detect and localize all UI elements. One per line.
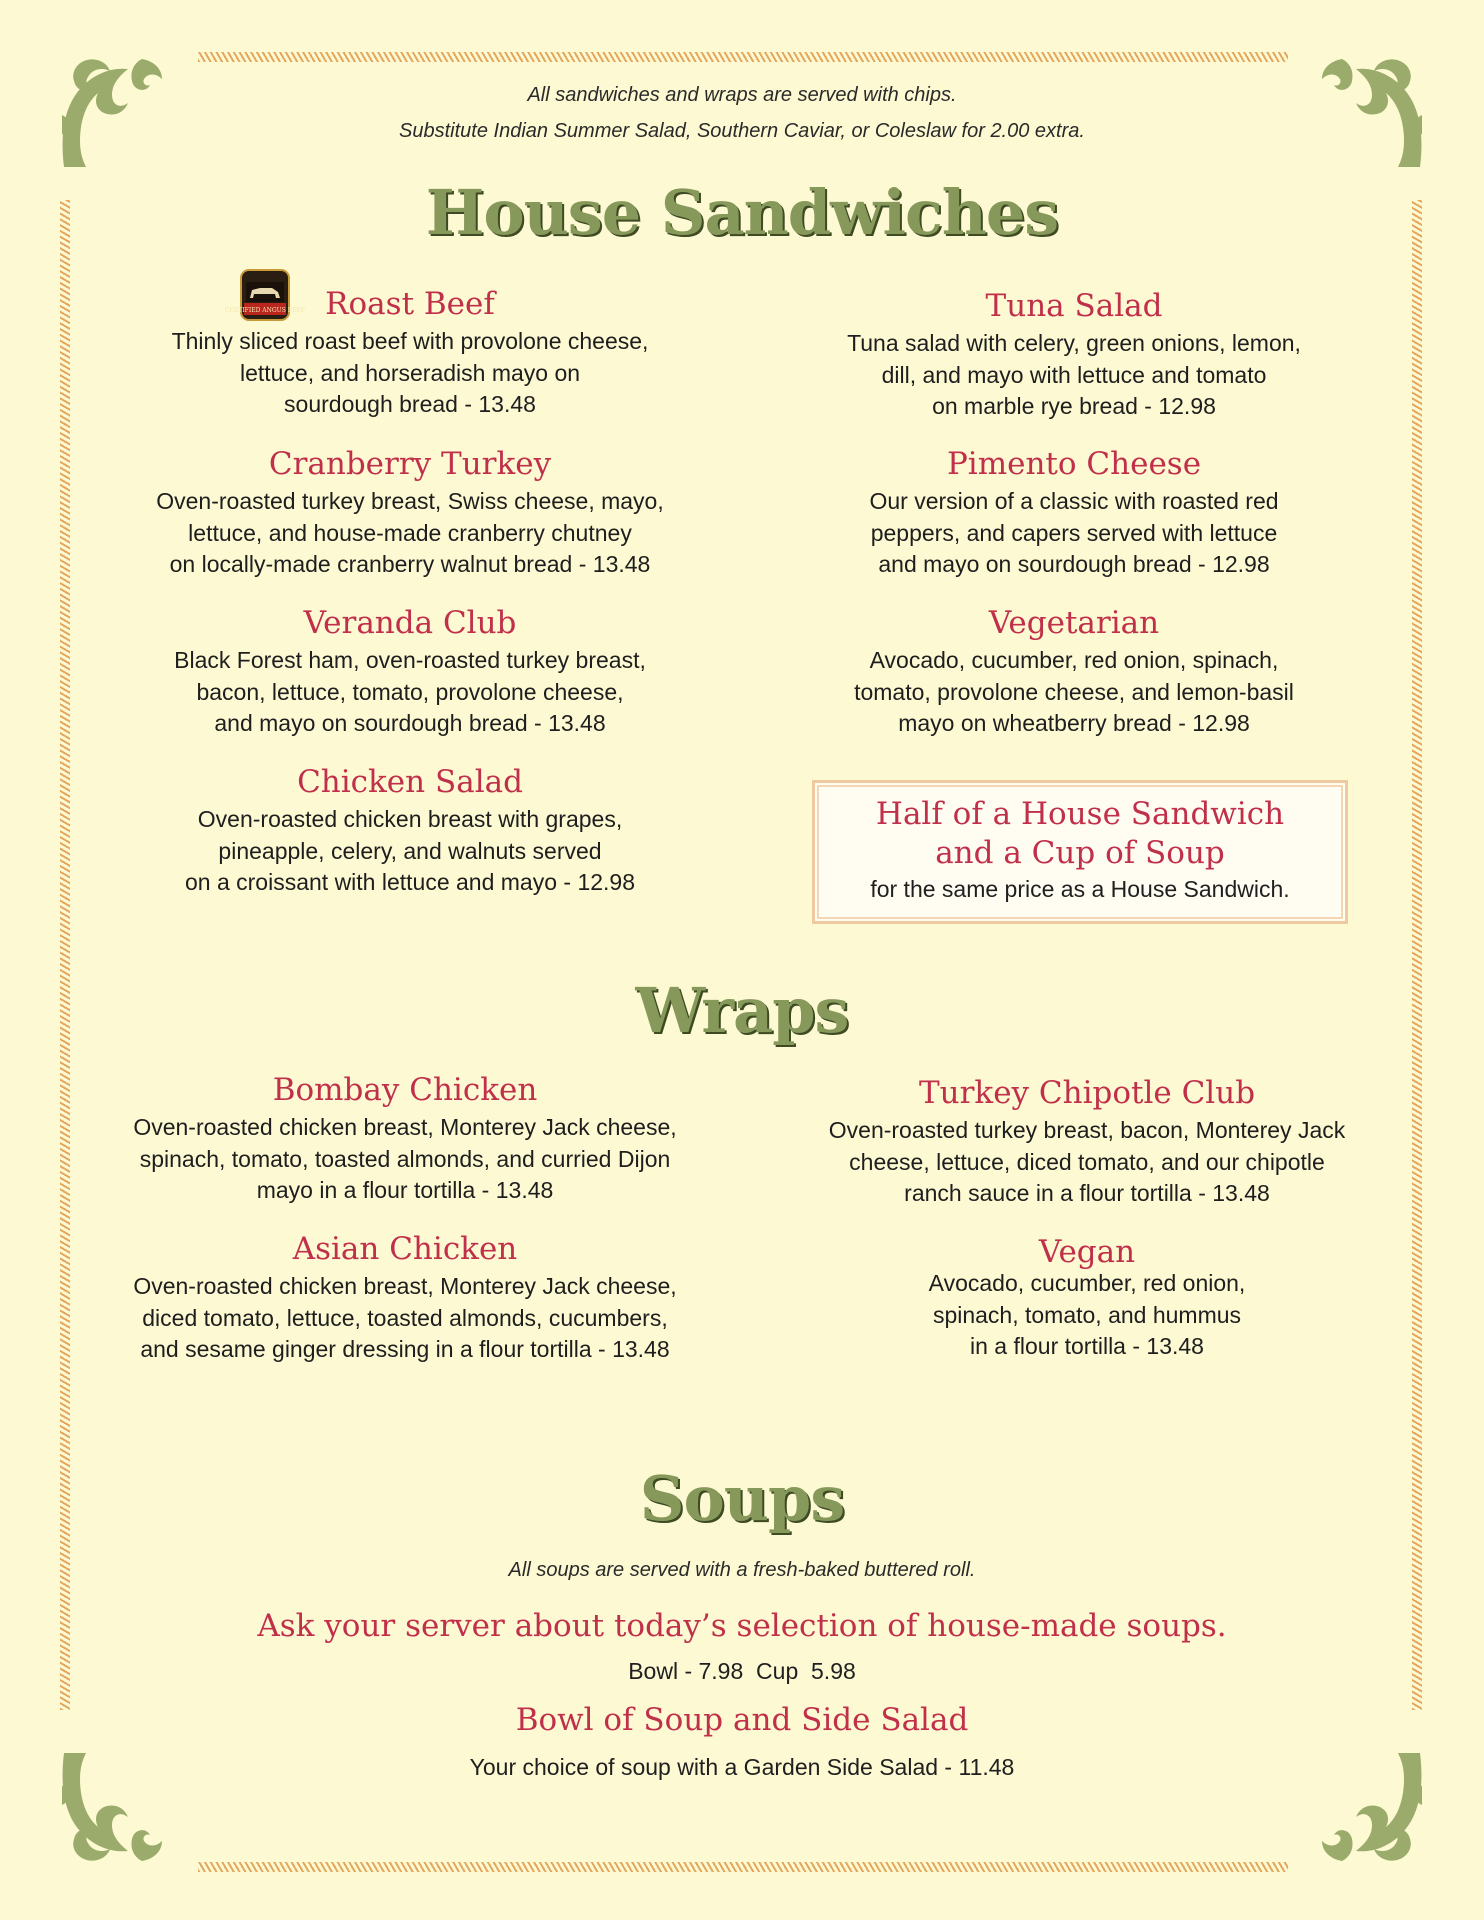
item-description: Oven-roasted chicken breast with grapes, pineapple, celery, and walnuts served on a croissant with lettuce and mayo - 12.98	[184, 806, 636, 895]
soup-salad-combo-description: Your choice of soup with a Garden Side Salad - 11.48	[469, 1754, 1015, 1780]
item-description: Tuna salad with celery, green onions, lemon, dill, and mayo with lettuce and tomato on marble rye bread - 12.98	[847, 330, 1301, 419]
corner-ornament-icon	[58, 55, 178, 175]
bottom-border	[198, 1862, 1288, 1872]
item-name: Asian Chicken	[292, 1231, 518, 1267]
menu-item-vegan	[774, 1232, 1400, 1363]
menu-item-cranberry-turkey	[110, 444, 710, 581]
intro-note-2: Substitute Indian Summer Salad, Southern Caviar, or Coleslaw for 2.00 extra.	[399, 120, 1085, 142]
menu-item-roast-beef	[110, 284, 710, 421]
item-description: Oven-roasted chicken breast, Monterey Jack cheese, spinach, tomato, toasted almonds, and curried Dijon mayo in a flour tortilla - 13.48	[133, 1114, 677, 1203]
item-description: Oven-roasted turkey breast, Swiss cheese, mayo, lettuce, and house-made cranberry chutney on locally-made cranberry walnut bread - 13.48	[156, 488, 664, 577]
wraps-title: Wraps	[635, 974, 849, 1047]
item-description: Oven-roasted chicken breast, Monterey Jack cheese, diced tomato, lettuce, toasted almonds, cucumbers, and sesame ginger dressing in a flour tortilla - 13.48	[133, 1273, 677, 1362]
menu-item-asian-chicken	[100, 1229, 710, 1366]
menu-item-vegetarian	[774, 603, 1374, 740]
item-description: Thinly sliced roast beef with provolone cheese, lettuce, and horseradish mayo on sourdough bread - 13.48	[171, 328, 649, 417]
item-description: Oven-roasted turkey breast, bacon, Monterey Jack cheese, lettuce, diced tomato, and our chipotle ranch sauce in a flour tortilla - 13.48	[828, 1117, 1346, 1206]
item-name: Cranberry Turkey	[268, 446, 552, 482]
item-description: Avocado, cucumber, red onion, spinach, tomato, provolone cheese, and lemon-basil mayo on wheatberry bread - 12.98	[854, 647, 1294, 736]
item-name: Vegan	[1038, 1234, 1136, 1270]
half-sandwich-soup-callout	[812, 780, 1348, 924]
menu-item-veranda-club	[110, 603, 710, 740]
item-name: Vegetarian	[988, 605, 1160, 641]
svg-text:CERTIFIED ANGUS BEEF: CERTIFIED ANGUS BEEF	[224, 307, 306, 314]
menu-item-turkey-chipotle-club	[774, 1073, 1400, 1210]
house-sandwiches-title: House Sandwiches	[425, 176, 1059, 249]
item-name: Veranda Club	[303, 605, 517, 641]
soup-prices: Bowl - 7.98 Cup 5.98	[628, 1658, 856, 1684]
corner-ornament-icon	[1306, 55, 1426, 175]
soups-note: All soups are served with a fresh-baked buttered roll.	[508, 1559, 976, 1581]
callout-title: Half of a House Sandwich and a Cup of Soup	[875, 796, 1285, 871]
item-name: Tuna Salad	[985, 288, 1163, 324]
callout-description: for the same price as a House Sandwich.	[870, 876, 1290, 902]
item-name: Turkey Chipotle Club	[918, 1075, 1256, 1111]
intro-note-1: All sandwiches and wraps are served with chips.	[527, 84, 957, 106]
item-name: Roast Beef	[325, 286, 495, 322]
top-border	[198, 52, 1288, 62]
soups-title: Soups	[639, 1462, 845, 1535]
item-name: Pimento Cheese	[946, 446, 1202, 482]
item-description: Our version of a classic with roasted red peppers, and capers served with lettuce and mayo on sourdough bread - 12.98	[869, 488, 1279, 577]
item-name: Bombay Chicken	[272, 1072, 538, 1108]
soup-selection-prompt: Ask your server about today’s selection of house-made soups.	[257, 1608, 1227, 1644]
menu-item-pimento-cheese	[774, 444, 1374, 581]
menu-item-bombay-chicken	[100, 1070, 710, 1207]
item-name: Chicken Salad	[297, 764, 523, 800]
soup-salad-combo-name: Bowl of Soup and Side Salad	[515, 1702, 969, 1738]
menu-item-chicken-salad	[110, 762, 710, 899]
menu-item-tuna-salad	[774, 286, 1374, 423]
item-description: Black Forest ham, oven-roasted turkey breast, bacon, lettuce, tomato, provolone cheese, and mayo on sourdough bread - 13.48	[174, 647, 646, 736]
item-description: Avocado, cucumber, red onion, spinach, tomato, and hummus in a flour tortilla - 13.48	[928, 1270, 1246, 1359]
